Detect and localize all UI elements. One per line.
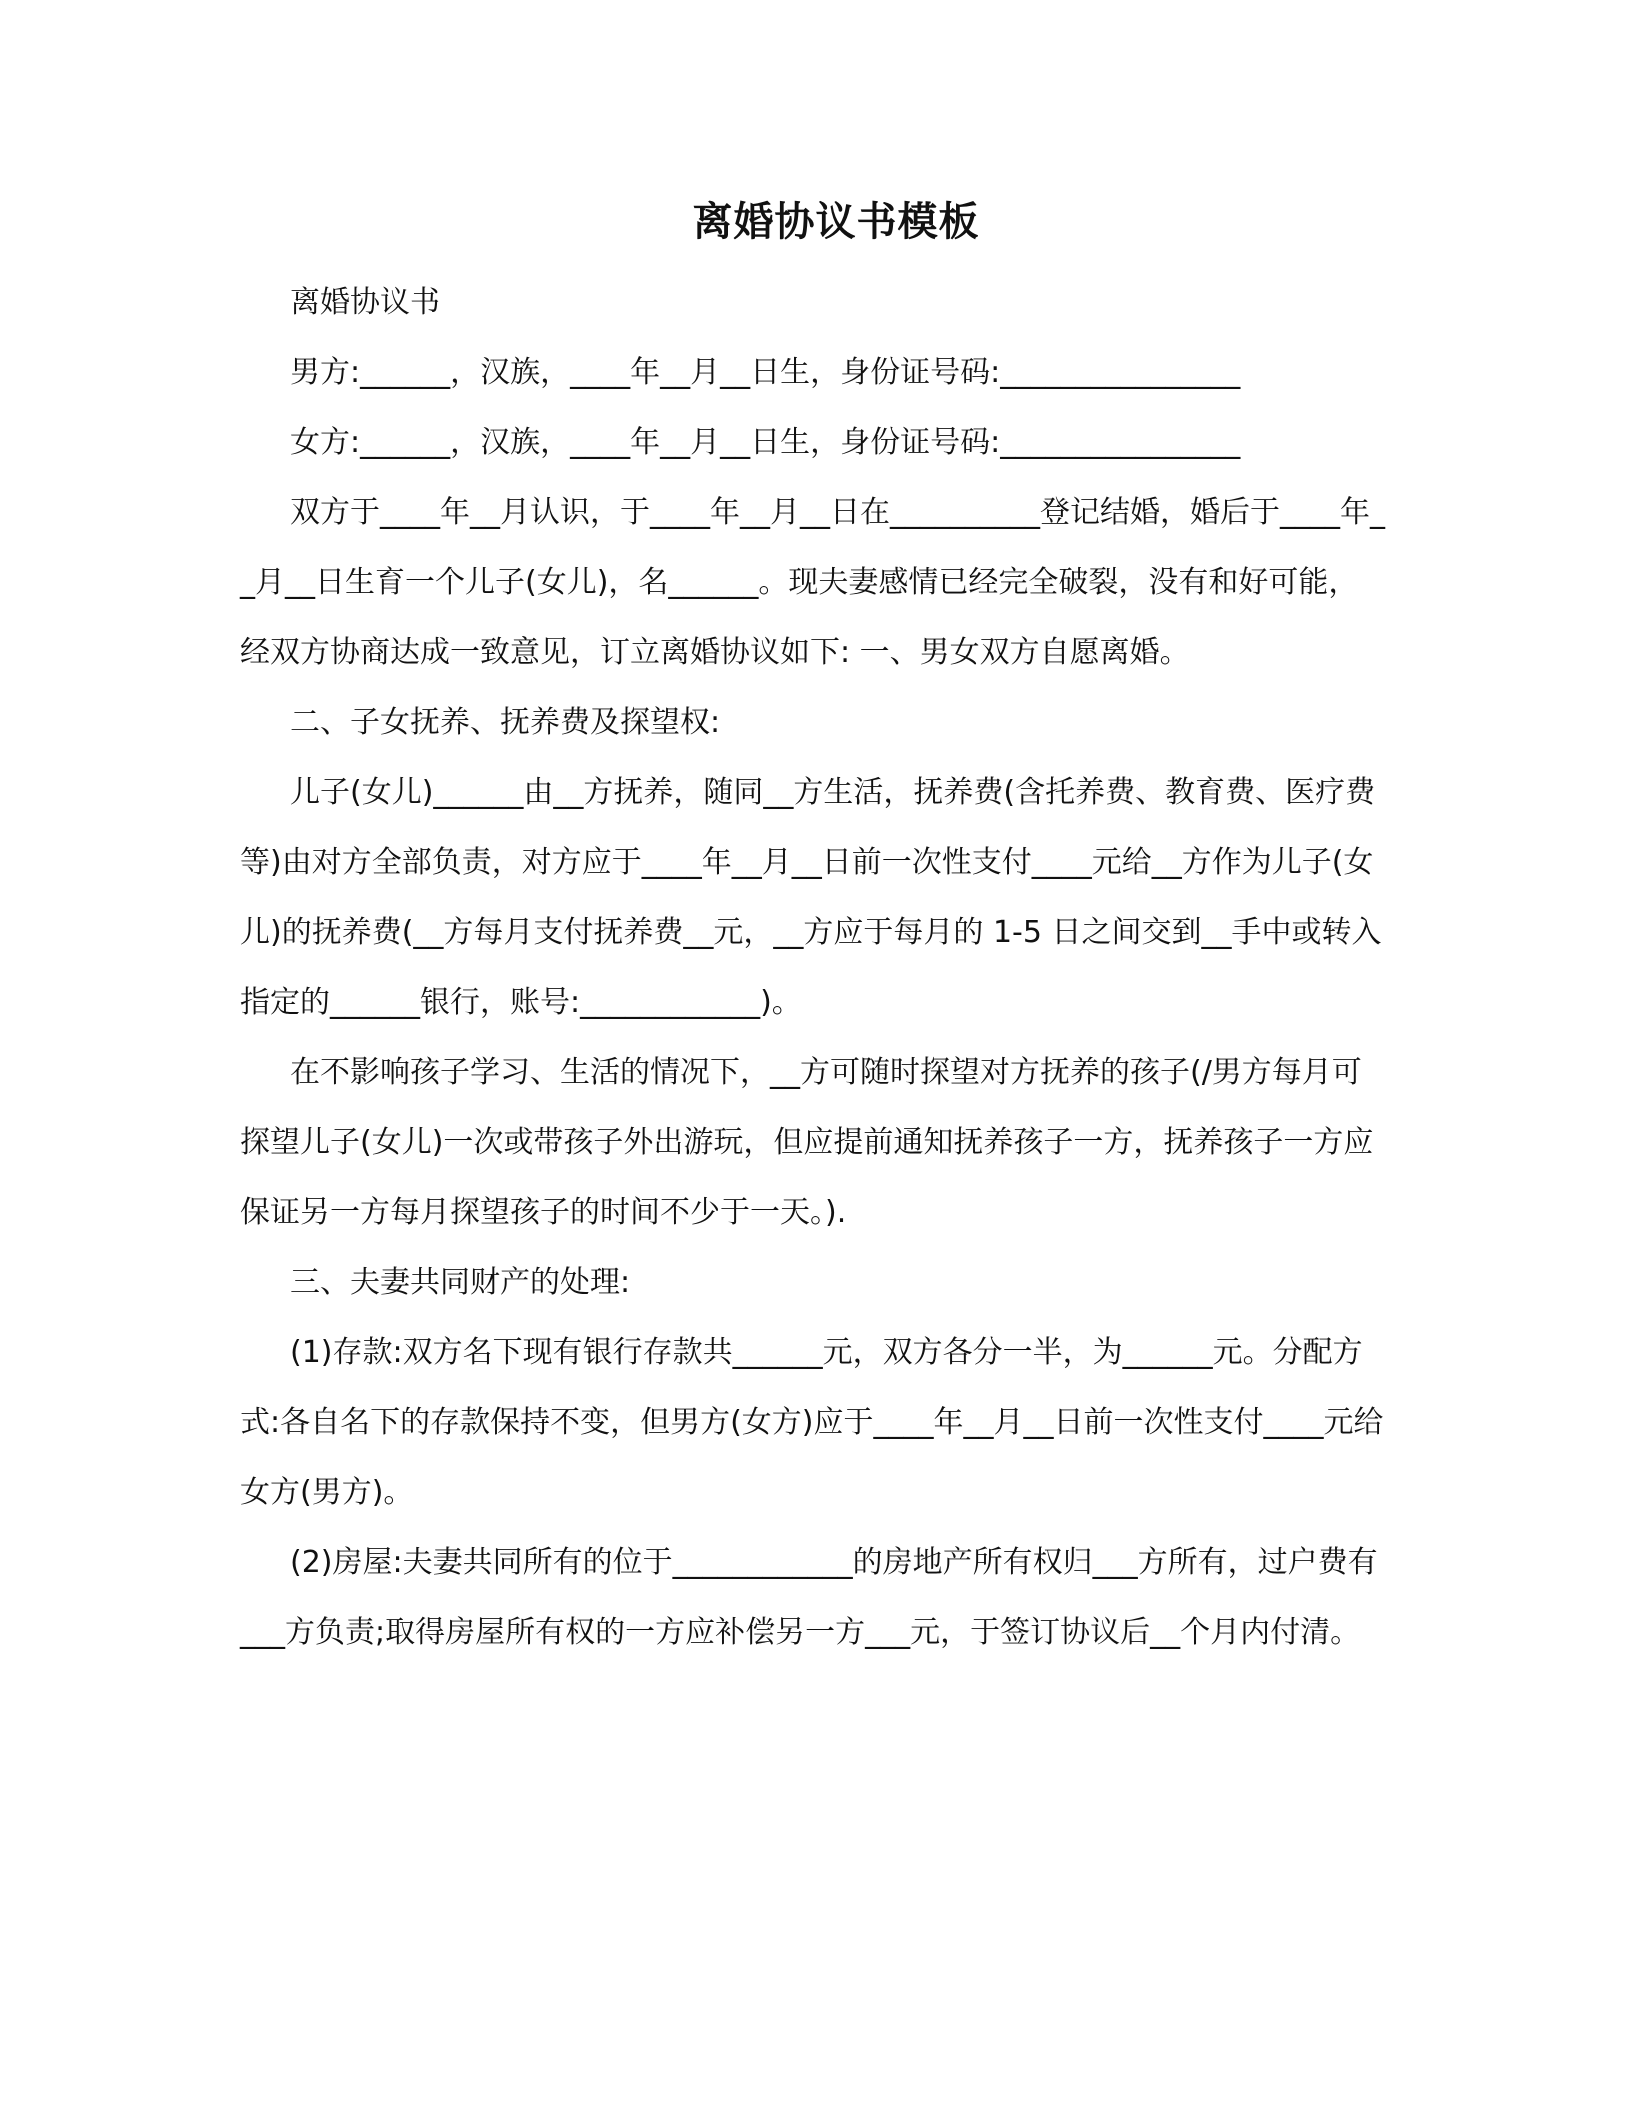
female-party-paragraph: 女方:______，汉族，____年__月__日生，身份证号码:________________ <box>290 425 1241 460</box>
male-party-paragraph: 男方:______，汉族，____年__月__日生，身份证号码:________________ <box>290 355 1241 390</box>
section-three-heading: 三、夫妻共同财产的处理: <box>290 1265 631 1300</box>
document-body <box>240 268 1388 1668</box>
section-two-heading: 二、子女抚养、抚养费及探望权: <box>290 705 721 740</box>
deposit-paragraph: (1)存款:双方名下现有银行存款共______元，双方各分一半，为______元。分配方式:各自名下的存款保持不变，但男方(女方)应于____年__月__日前一次性支付____元给女方(男方)。 <box>240 1335 1384 1510</box>
subtitle-paragraph: 离婚协议书 <box>290 285 440 320</box>
housing-paragraph: (2)房屋:夫妻共同所有的位于____________的房地产所有权归___方所有，过户费有___方负责;取得房屋所有权的一方应补偿另一方___元，于签订协议后__个月内付清。 <box>240 1545 1378 1650</box>
document-title: 离婚协议书模板 <box>692 199 980 245</box>
child-support-paragraph: 儿子(女儿)______由__方抚养，随同__方生活，抚养费(含托养费、教育费、医疗费等)由对方全部负责，对方应于____年__月__日前一次性支付____元给__方作为儿子(女儿)的抚养费(__方每月支付抚养费__元，__方应于每月的 1-5 日之间交到__手中或转入指定的______银行，账号:____________)。 <box>240 775 1382 1020</box>
marriage-info-paragraph: 双方于____年__月认识，于____年__月__日在__________登记结婚，婚后于____年__月__日生育一个儿子(女儿)，名______。现夫妻感情已经完全破裂，没有和好可能，经双方协商达成一致意见，订立离婚协议如下: 一、男女双方自愿离婚。 <box>240 495 1385 670</box>
visitation-paragraph: 在不影响孩子学习、生活的情况下，__方可随时探望对方抚养的孩子(/男方每月可探望儿子(女儿)一次或带孩子外出游玩，但应提前通知抚养孩子一方，抚养孩子一方应保证另一方每月探望孩子的时间不少于一天。). <box>240 1055 1374 1230</box>
